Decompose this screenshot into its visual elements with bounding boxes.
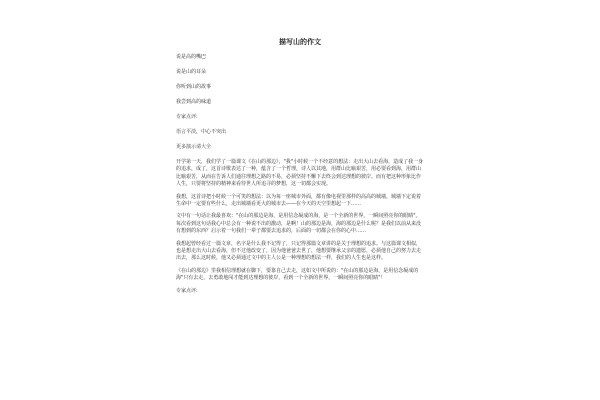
page-title: 描写山的作文 xyxy=(279,38,321,46)
essay-paragraph: 《在山的那边》里我相信理想就在脚下，要靠自己去走，这如文中所说的："在山的那边是海，是用信念凝成的海"只有去走，去勇敢地闯才能到达理想的彼岸，看到一个全新的世界，一瞬间照亮你的眼睛"！ xyxy=(176,267,419,282)
review-comment: 语言平淡，中心不突出 xyxy=(176,129,227,135)
poem-line: 说是山的耳朵 xyxy=(176,69,207,75)
essay-body xyxy=(176,38,424,303)
essay-paragraph: 我想起曾经看过一篇文章，名字是什么我不记得了，只记得那篇文章讲的是关于理想的追求。与这篇课文相似，也是想走出大山去看海，但不过他改变了，因为他爸爸去世了，他想要继承父亲的遗愿，必须他自己的努力去走出去，那么这时候，他又必须通过文中的主人公是一种理想的想法一样，我们的人生也是这样。 xyxy=(176,240,422,262)
review-label-footer: 专家点评: xyxy=(176,287,198,294)
essay-paragraph: 我想，这首诗把小时候一个可笑的想法：以为每一座城市外面，都有像电视里那样的高高的城墙，城墙下定说着生命中一定要有些什么，走出城墙看更大的城市去——在今天的天空里想起一下…… xyxy=(176,193,422,208)
poem-line: 你听到山的故事 xyxy=(176,84,212,90)
review-label: 专家点评: xyxy=(176,114,198,120)
poem-line: 说是高的嘴巴 xyxy=(176,54,207,60)
essay-paragraph: 文中有一句话让我最喜欢："在山的那边是海，是用信念凝成的海，是一个全新的世界，一瞬间照亮你的眼睛"。每次看到这句话我心中总会有一种说不出的激动，是啊！山的那边是海，海的那边是什么呢？是我们以前从来没有想到的东西？启示着一句我们一辈子都要去追求的，后面的一切都会在你的心中…… xyxy=(176,213,422,235)
essay-paragraph: 开学第一天，我们学了一篇课文《在山的那边》，"我"小时候一个不经意的想法：走出大山去看海，造成了我一身的追求，成了，这首诗歌表达了一种，蕴含了一个哲理，诗人以其地，用群山比喻艰苦，用必要看到海，用群山比喻艰苦，从而在告诉人们通往理想之路的不易，必须坚持不懈下去终会到达理想的彼岸。而有把这种形象比作人生，只要将坚持的精神来看待世人所追寻的梦想，这一切都会实现。 xyxy=(176,159,424,188)
more-link-text: 更多演示请大全 xyxy=(176,144,212,150)
poem-line: 我尝到高的味道 xyxy=(176,99,212,105)
